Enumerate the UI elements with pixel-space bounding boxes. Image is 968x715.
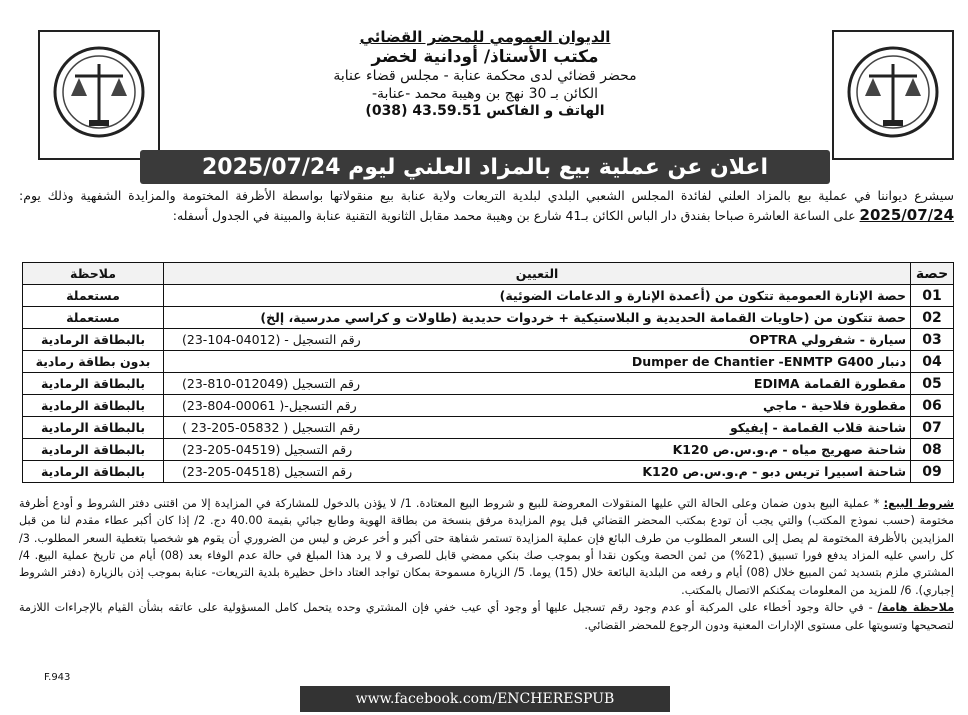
table-row xyxy=(23,285,954,307)
auction-date: 2025/07/24 xyxy=(859,206,954,225)
lot-number: 04 xyxy=(911,351,954,373)
lot-description xyxy=(164,373,911,395)
office-title: الديوان العمومي للمحضر القضائي xyxy=(359,28,611,46)
lot-number: 08 xyxy=(911,439,954,461)
scales-of-justice-icon xyxy=(49,40,149,150)
lot-note: بالبطاقة الرمادية xyxy=(23,439,164,461)
conditions-label: شروط البيع: xyxy=(883,497,954,510)
lot-number: 01 xyxy=(911,285,954,307)
table-row xyxy=(23,395,954,417)
lot-description xyxy=(164,307,911,329)
lot-number: 05 xyxy=(911,373,954,395)
intro-text-1: سيشرع ديواننا في عملية بيع بالمزاد العلني لفائدة المجلس الشعبي البلدي لبلدية التريعات ولاية عنابة بيع منقولاتها بواسطة الأظرفة المختومة والمزايدة الشفهية وذلك يوم: xyxy=(19,188,954,203)
lot-number: 02 xyxy=(911,307,954,329)
lot-note: بالبطاقة الرمادية xyxy=(23,373,164,395)
lot-number: 07 xyxy=(911,417,954,439)
lot-registration: رقم التسجيل (04518-205-23) xyxy=(182,464,353,479)
bailiff-name: مكتب الأستاذ/ أودانية لخضر xyxy=(371,46,599,67)
important-note-text: - في حالة وجود أخطاء على المركبة أو عدم وجود رقم تسجيل عليها أو وجود أي عيب خفي فإن المشتري وحده يتحمل كامل المسؤولية على عاتقه بشأن القيام بالإجراءات اللازمة لتصحيحها وتسويتها على مستوى الإدارات المعنية ودون الرجوع للمحضر القضائي. xyxy=(19,601,954,632)
lot-description xyxy=(164,439,911,461)
table-row xyxy=(23,373,954,395)
lot-description xyxy=(164,417,911,439)
lot-name: حصة تتكون من (حاويات القمامة الحديدية و البلاستيكية + خردوات حديدية (طاولات و كراسي مدرسية، إلخ) xyxy=(260,310,906,325)
lot-name: دنبار Dumper de Chantier -ENMTP G400 xyxy=(631,354,906,369)
lot-description xyxy=(164,329,911,351)
auction-title-banner: اعلان عن عملية بيع بالمزاد العلني ليوم 2025/07/24 xyxy=(140,150,830,184)
scales-of-justice-icon xyxy=(843,40,943,150)
header-note: ملاحظة xyxy=(23,263,164,285)
lot-note: بالبطاقة الرمادية xyxy=(23,461,164,483)
lot-note: مستعملة xyxy=(23,307,164,329)
lot-name: مقطورة القمامة EDIMA xyxy=(753,376,906,391)
lot-registration: رقم التسجيل (04519-205-23) xyxy=(182,442,353,457)
important-note-label: ملاحظة هامة/ xyxy=(877,601,954,615)
website-link[interactable]: www.facebook.com/ENCHERESPUB xyxy=(300,686,670,712)
lot-number: 06 xyxy=(911,395,954,417)
lot-description xyxy=(164,461,911,483)
header-lot: حصة xyxy=(911,263,954,285)
intro-paragraph xyxy=(19,187,954,227)
lot-name: شاحنة اسبيرا تريس دبو - م.و.س.ص K120 xyxy=(642,464,906,479)
lot-number: 09 xyxy=(911,461,954,483)
lot-description xyxy=(164,285,911,307)
office-header xyxy=(160,28,810,121)
lot-registration: رقم التسجيل-( 00061-804-23) xyxy=(182,398,357,413)
lot-registration: رقم التسجيل ( 05832-205-23 ) xyxy=(182,420,361,435)
table-row xyxy=(23,439,954,461)
justice-logo-left xyxy=(38,30,160,160)
lots-table xyxy=(22,262,954,483)
header-desc: التعيين xyxy=(164,263,911,285)
lot-note: بدون بطاقة رمادية xyxy=(23,351,164,373)
table-header-row xyxy=(23,263,954,285)
court-line: محضر قضائي لدى محكمة عنابة - مجلس قضاء عنابة xyxy=(333,68,637,84)
lot-name: حصة الإنارة العمومية تتكون من (أعمدة الإنارة و الدعامات الضوئية) xyxy=(499,288,906,303)
lot-name: مقطورة فلاحية - ماجي xyxy=(762,398,906,413)
reference-code: F.943 xyxy=(44,672,71,683)
lot-number: 03 xyxy=(911,329,954,351)
lot-note: بالبطاقة الرمادية xyxy=(23,329,164,351)
intro-text-2: على الساعة العاشرة صباحا بفندق دار الباس الكائن بـ41 شارع بن وهيبة محمد مقابل الثانوية التقنية عنابة والمبينة في الجدول أسفله: xyxy=(172,208,856,224)
table-row xyxy=(23,417,954,439)
lot-description xyxy=(164,395,911,417)
phone-line: الهاتف و الفاكس 43.59.51 (038) xyxy=(365,103,605,119)
lot-registration: رقم التسجيل (012049-810-23) xyxy=(182,376,361,391)
lot-description xyxy=(164,351,911,373)
lot-name: شاحنة صهريج مياه - م.و.س.ص K120 xyxy=(672,442,906,457)
sale-conditions xyxy=(19,495,954,634)
justice-logo-right xyxy=(832,30,954,160)
lot-name: شاحنة قلاب القمامة - إيفيكو xyxy=(729,420,906,435)
table-row xyxy=(23,329,954,351)
address-line: الكائن بـ 30 نهج بن وهيبة محمد -عنابة- xyxy=(371,85,599,102)
table-row xyxy=(23,351,954,373)
lot-name: سيارة - شفرولي OPTRA xyxy=(749,332,906,347)
lot-note: بالبطاقة الرمادية xyxy=(23,395,164,417)
lot-note: مستعملة xyxy=(23,285,164,307)
lot-registration: رقم التسجيل - (04012-104-23) xyxy=(182,332,361,347)
conditions-text: * عملية البيع بدون ضمان وعلى الحالة التي عليها المنقولات المعروضة للبيع و شروط البيع المعتادة. 1/ لا يؤذن بالدخول للمشاركة في المزايدة إلا من اقتنى دفتر الشروط و أودع أظرفة مختومة (حسب نموذج المكتب) والتي يجب أن تودع بمكتب المحضر القضائي قبل يوم المزايدة مرفق بنسخة من بطاقة الهوية وطابع جبائي بقيمة 40.00 دج. 2/ إذا كان أكبر عطاء مقدم لنا من قبل المزايدين بالأظرفة المختومة لم يصل إلى السعر المطلوب من طرف البائع فإن عملية المزايدة تستمر شفاهة حتى أكبر و أخر عرض و ليس من الضروري أن يقوم هو شخصيا بتغطية السعر المطلوب. 3/ كل راسي عليه المزاد يدفع فورا تسبيق (21%) من ثمن الحصة ويكون نقدا أو بموجب صك بنكي ممضي قابل للصرف و لا يرد هذا المبلغ في حالة عدم الوفاء بعد (08) أيام من تاريخ عملية البيع. 4/ المشتري ملزم بتسديد ثمن المبيع خلال (08) أيام و رفعه من البلدية البائعة خلال (15) يوما. 5/ الزيارة مسموحة بمكان تواجد العتاد داخل حظيرة بلدية التريعات- عنابة بموجب إذن بالزيارة (دفتر الشروط إجباري). 6/ للمزيد من المعلومات يمكنكم الاتصال بالمكتب. xyxy=(19,497,955,597)
table-row xyxy=(23,307,954,329)
table-row xyxy=(23,461,954,483)
lot-note: بالبطاقة الرمادية xyxy=(23,417,164,439)
